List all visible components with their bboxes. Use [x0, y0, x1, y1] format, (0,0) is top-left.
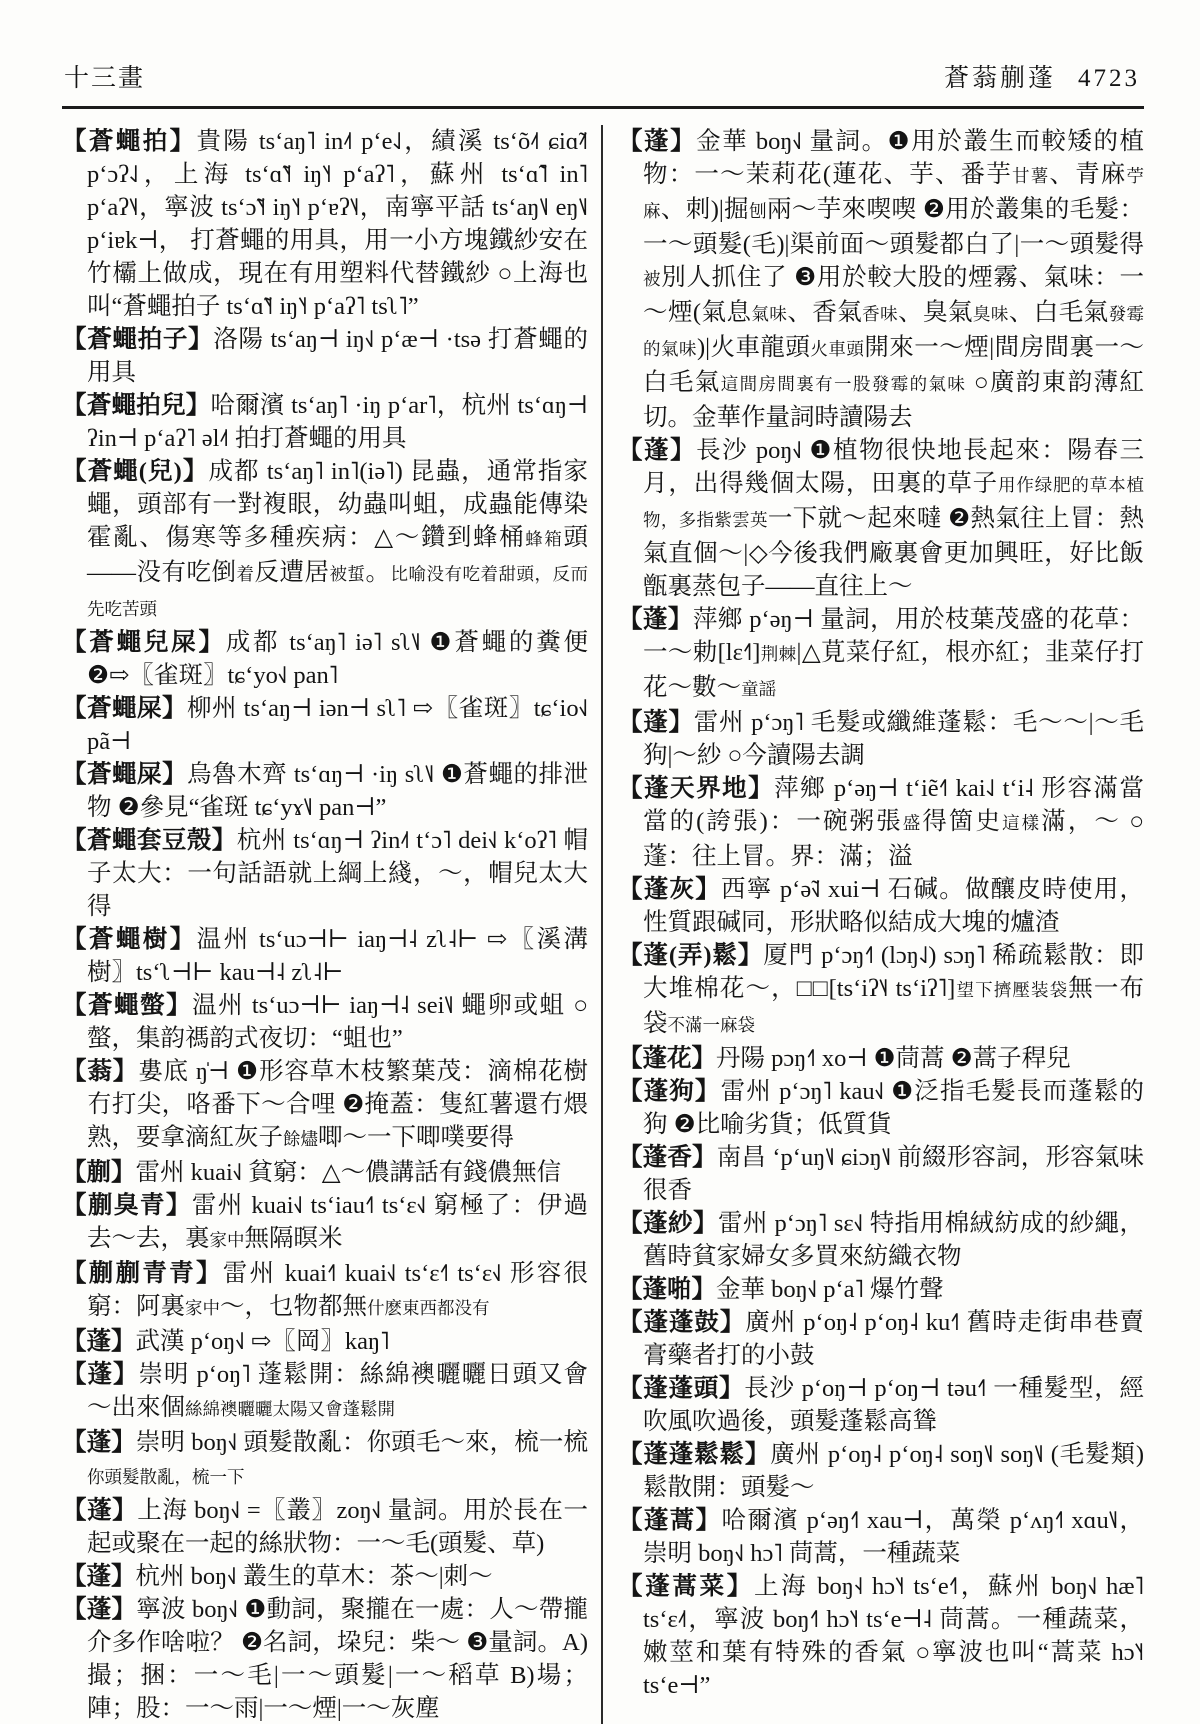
- entry-headword: 【蒼蠅拍子】: [62, 326, 214, 353]
- entry-text: 哈爾濱 tsʻaŋ˥ ·iŋ pʻar˥，杭州 tsʻɑŋ⊣ ʔin⊣ pʻaʔ˥ əl˨˦ 拍打蒼蠅的用具: [87, 392, 589, 452]
- header-rule: [62, 106, 1144, 109]
- gloss-small-text: 臭味: [972, 304, 1009, 324]
- entry-text: 成都 tsʻaŋ˥ in˥(iə˥) 昆蟲，通常指家蠅，頭部有一對複眼，幼蟲叫蛆，成蟲能傳染霍亂、傷寒等多種疾病：△～鑽到蜂桶: [87, 458, 588, 551]
- dictionary-entry: [618, 1075, 1144, 1141]
- entry-text: 頭——没有吃倒: [87, 524, 589, 586]
- entry-headword: 【蓬蓬鼓】: [618, 1309, 746, 1336]
- gloss-small-text: 比喻没有吃着甜頭，反而先吃苦頭: [87, 564, 588, 619]
- gloss-small-text: 望下擠壓装袋: [955, 980, 1069, 1000]
- entry-headword: 【蒯】: [62, 1159, 136, 1186]
- dictionary-entry: [62, 1494, 588, 1560]
- entry-text: 雷州 kuai˧˩ tsʻiau˧˥ tsʻɛ˧˩ 窮極了：伊過去～去，裏: [87, 1192, 589, 1252]
- dictionary-entry: [62, 1156, 588, 1189]
- entry-headword: 【蓬】: [618, 128, 697, 155]
- entry-headword: 【蓬蒿菜】: [618, 1573, 754, 1600]
- gloss-small-text: 這樣: [1002, 813, 1042, 833]
- gloss-small-text: 你頭髮散亂，梳一下: [87, 1467, 245, 1487]
- entry-text: 崇明 boŋ˧˩ 頭髮散亂：你頭毛～來，梳一梳: [135, 1429, 589, 1456]
- dictionary-entry: [62, 1426, 588, 1494]
- entry-headword: 【蓬】: [62, 1361, 139, 1388]
- gloss-small-text: 刨: [749, 201, 767, 221]
- entry-text: 柳州 tsʻaŋ⊣ iən⊣ sʅ˥ ⇨〖雀斑〗tɕʻio˧˩ pã⊣: [87, 695, 588, 755]
- entry-headword: 【蒯蒯青青】: [62, 1260, 223, 1287]
- entry-text: 。: [365, 559, 391, 586]
- dictionary-entry: [62, 455, 588, 626]
- entry-text: 反遭居: [254, 559, 330, 586]
- entry-headword: 【蓬香】: [618, 1144, 717, 1171]
- dictionary-entry: [618, 1438, 1144, 1504]
- dictionary-entry: [62, 1560, 588, 1593]
- entry-headword: 【蒯臭青】: [62, 1192, 192, 1219]
- dictionary-entry: [618, 939, 1144, 1042]
- entry-text: 烏魯木齊 tsʻɑŋ⊣ ·iŋ sʅ˥˩ ❶蒼蠅的排泄物 ❷參見“雀斑 tɕʻyɤ˥˩ pan⊣”: [87, 761, 589, 821]
- entry-text: 武漢 pʻoŋ˧˩ ⇨〖岡〗kaŋ˥: [135, 1328, 390, 1355]
- entry-text: 西寧 pʻə̃˧˩ xui⊣ 石碱。做釀皮時使用，性質跟碱同，形狀略似結成大塊的爐渣: [643, 876, 1145, 936]
- entry-text: 兩～芋來喫喫 ❷用於叢集的毛髮：一～頭髮(毛)|渠前面～頭髮都白了|一～頭髮得: [643, 196, 1145, 258]
- dictionary-entry: [62, 1257, 588, 1325]
- entry-headword: 【蓬天界地】: [618, 775, 775, 802]
- dictionary-entry: [618, 1504, 1144, 1570]
- entry-text: 、臭氣: [898, 299, 973, 326]
- dictionary-entry: [618, 1207, 1144, 1273]
- dictionary-entry: [62, 824, 588, 923]
- entry-text: 廣州 pʻoŋ˨ pʻoŋ˨ ku˧˥ 舊時走街串巷賣膏藥者打的小鼓: [643, 1309, 1144, 1369]
- gloss-small-text: 什麽東西都没有: [367, 1298, 490, 1318]
- left-column: [62, 125, 601, 1724]
- gloss-small-text: 童謡: [741, 679, 776, 699]
- header-headwords: 蒼蓊蒯蓬: [943, 65, 1056, 92]
- dictionary-entry: [618, 706, 1144, 772]
- dictionary-entry: [62, 389, 588, 455]
- entry-text: 滿，～ ○蓬：往上冒。界：滿；溢: [643, 808, 1145, 870]
- entry-headword: 【蓬】: [618, 709, 694, 736]
- entry-text: 唧～一下唧噗要得: [318, 1124, 514, 1151]
- entry-text: 無一布袋: [643, 975, 1144, 1037]
- entry-text: 別人抓住了 ❸用於較大股的煙霧、氣味：一～煙(氣息: [643, 264, 1145, 326]
- dictionary-entry: [618, 1273, 1144, 1306]
- entry-headword: 【蓬】: [618, 437, 697, 464]
- right-column: [603, 125, 1144, 1724]
- gloss-small-text: 家中: [209, 1230, 245, 1250]
- entry-headword: 【蓬(弄)鬆】: [618, 942, 764, 969]
- dictionary-entry: [618, 125, 1144, 434]
- entry-text: 、香氣: [787, 299, 863, 326]
- entry-text: 貴陽 tsʻaŋ˥ in˨˦ pʻe˨˩，績溪 tsʻõ˨˦ ɕiɑ̃˨˦ pʻɔʔ˨˩，上海 tsʻɑ̃˥˧ iŋ˥˧ pʻaʔ˥，蘇州 tsʻɑ̃˥ in˥ pʻaʔ˥˨，寧波 tsʻɔ̃˥˧ iŋ˥˧ pʻɐʔ˥˨，南寧平話 tsʻaŋ˥˩ eŋ˥˩ pʻiɐk⊣， 打蒼蠅的用具，用一小方塊鐵紗安在竹欛上做成，現在有用塑料代替鐵紗 ○上海也叫“蒼蠅拍子 tsʻɑ̃˥˧ iŋ˥˧ pʻaʔ˥ tsʅ˥”: [87, 128, 588, 320]
- gloss-small-text: 盛: [902, 813, 923, 833]
- gloss-small-text: 餘燼: [283, 1129, 318, 1149]
- entry-text: 雷州 pʻɔŋ˥ sɛ˧˩ 特指用棉絨紡成的紗繩，舊時貧家婦女多買來紡織衣物: [643, 1210, 1145, 1270]
- entry-text: 開來一～煙|間房間裏一～白毛氣: [643, 334, 1144, 396]
- entry-headword: 【蓬】: [62, 1497, 138, 1524]
- entry-headword: 【蓬蒿】: [618, 1507, 722, 1534]
- gloss-small-text: 苧麻: [643, 166, 1144, 221]
- gloss-small-text: 用作绿肥的草本植物，多指紫雲英: [643, 475, 1144, 530]
- two-column-body: [62, 125, 1144, 1724]
- entry-headword: 【蒼蠅兒屎】: [62, 629, 226, 656]
- section-title: 十三畫: [64, 65, 146, 92]
- dictionary-entry: [618, 873, 1144, 939]
- dictionary-entry: [618, 1141, 1144, 1207]
- entry-text: ～，乜物都無: [220, 1293, 367, 1320]
- entry-text: ○廣韵東韵薄紅切。金華作量詞時讀陽去: [643, 369, 1144, 431]
- entry-headword: 【蒼蠅拍】: [62, 128, 197, 155]
- entry-text: 洛陽 tsʻaŋ⊣ iŋ˧˩ pʻæ⊣ ·tsə 打蒼蠅的用具: [87, 326, 588, 386]
- dictionary-entry: [62, 323, 588, 389]
- entry-text: 長沙 pʻoŋ⊣ pʻoŋ⊣ təu˧˥ 一種髮型，經吹風吹過後，頭髮蓬鬆高聳: [643, 1375, 1144, 1435]
- dictionary-entry: [62, 692, 588, 758]
- entry-text: 哈爾濱 pʻəŋ˧˥ xau⊣，萬榮 pʻʌŋ˧˥ xɑu˥˩，崇明 boŋ˧˩ hɔ˥ 茼蒿，一種蔬菜: [643, 1507, 1144, 1567]
- entry-text: 寧波 boŋ˧˩ ❶動詞，聚攏在一處：人～帶攏介多作啥啦？ ❷名詞，垜兒：柴～ ❸量詞。A)撮；捆：一～毛|一～頭髮|一～稻草 B)場；陣；股：一～雨|一～煙|一～灰塵: [87, 1596, 588, 1722]
- dictionary-entry: [618, 1042, 1144, 1075]
- entry-text: 得箇史: [922, 808, 1003, 835]
- entry-text: 雷州 kuai˧˥ kuai˧˩ tsʻɛ˧˥ tsʻɛ˧˩ 形容很窮：阿裏: [87, 1260, 588, 1320]
- entry-text: 金華 boŋ˧˩ 量詞。❶用於叢生而較矮的植物：一～茉莉花(蓮花、芋、番芋: [643, 128, 1144, 188]
- entry-headword: 【蓬啪】: [618, 1276, 716, 1303]
- dictionary-entry: [62, 923, 588, 989]
- entry-headword: 【蓬蓬鬆鬆】: [618, 1441, 771, 1468]
- dictionary-entry: [618, 1570, 1144, 1702]
- entry-headword: 【蒼蠅拍兒】: [62, 392, 211, 419]
- dictionary-entry: [62, 125, 588, 323]
- dictionary-entry: [62, 1358, 588, 1426]
- gloss-small-text: 被: [643, 269, 662, 289]
- entry-headword: 【蒼蠅樹】: [62, 926, 197, 953]
- entry-headword: 【蓬蓬頭】: [618, 1375, 745, 1402]
- gloss-small-text: 家中: [185, 1298, 220, 1318]
- entry-headword: 【蓬】: [62, 1328, 136, 1355]
- entry-headword: 【蒼蠅屎】: [62, 695, 188, 722]
- entry-text: 上海 boŋ˧˩ =〖叢〗zoŋ˧˩ 量詞。用於長在一起或聚在一起的絲狀物：一～毛(頭髮、草): [87, 1497, 589, 1557]
- entry-text: 萍鄉 pʻəŋ⊣ 量詞，用於枝葉茂盛的花草：一～勅[lɛ˧˥]: [643, 606, 1145, 666]
- gloss-small-text: 甘薯: [1012, 166, 1050, 186]
- entry-text: 無隔暝米: [244, 1225, 343, 1252]
- page-number: 4723: [1078, 65, 1140, 92]
- entry-headword: 【蓬花】: [618, 1045, 716, 1072]
- header-right: [944, 58, 1140, 94]
- entry-headword: 【蓬】: [62, 1429, 136, 1456]
- entry-headword: 【蓬】: [62, 1563, 136, 1590]
- entry-headword: 【蓊】: [62, 1058, 139, 1085]
- entry-headword: 【蓬】: [62, 1596, 137, 1623]
- dictionary-entry: [618, 772, 1144, 873]
- entry-text: 温州 tsʻuɔ⊣⊢ iaŋ⊣˨ zʅ˨⊢ ⇨〖溪溝樹〗tsʻʅ⊣⊢ kau⊣˨ zʅ˨⊢: [87, 926, 589, 986]
- entry-headword: 【蒼蠅螫】: [62, 992, 193, 1019]
- entry-headword: 【蒼蠅(兒)】: [62, 458, 209, 485]
- gloss-small-text: 絲綿襖曬曬太陽又會蓬鬆開: [185, 1399, 395, 1419]
- entry-text: 、白毛氣: [1008, 299, 1109, 326]
- entry-headword: 【蒼蠅套豆殼】: [62, 827, 237, 854]
- dictionary-entry: [618, 434, 1144, 603]
- entry-text: 萍鄉 pʻəŋ⊣ tʻiẽ˧˥ kai˨˩ tʻi˨ 形容滿當當的(誇張)：一碗粥張: [643, 775, 1144, 835]
- entry-text: 一下就～起來噠 ❷熱氣往上冒：熱氣直個～|◇今後我們廠裏會更加興旺，好比飯甑裏蒸包子——直往上～: [643, 505, 1144, 600]
- gloss-small-text: 香味: [862, 304, 899, 324]
- dictionary-entry: [62, 1593, 588, 1724]
- gloss-small-text: 發霉的氣味: [643, 304, 1145, 359]
- entry-text: 南昌 ʻpʻuŋ˥˩ ɕiɔŋ˥˩ 前綴形容詞，形容氣味很香: [643, 1144, 1145, 1204]
- entry-headword: 【蒼蠅屎】: [62, 761, 188, 788]
- gloss-small-text: 荆棘: [760, 644, 797, 664]
- gloss-small-text: 着: [236, 564, 255, 584]
- entry-text: 雷州 pʻɔŋ˥ kau˧˩ ❶泛指毛髮長而蓬鬆的狗 ❷比喻劣貨；低質貨: [643, 1078, 1145, 1138]
- entry-text: 上海 boŋ˧˨ hɔ˥˧ tsʻe˧˥，蘇州 boŋ˧˩ hæ˥ tsʻɛ˨˦，寧波 boŋ˧˥ hɔ˥˧ tsʻe⊣˨ 茼蒿。一種蔬菜，嫩莖和葉有特殊的香氣 ○寧波也叫“蒿菜 hɔ˥˧ tsʻe⊣”: [643, 1573, 1144, 1699]
- entry-text: 杭州 tsʻɑŋ⊣ ʔin˨˦ tʻɔ˥ dei˧˩ kʻoʔ˥ 帽子太大：一句話語就上綱上綫，～，帽兒太大得: [87, 827, 589, 920]
- entry-text: 杭州 boŋ˧˩ 叢生的草木：茶～|刺～: [135, 1563, 493, 1590]
- entry-text: 、青麻: [1049, 161, 1127, 188]
- entry-text: 長沙 poŋ˧˩ ❶植物很快地長起來：陽春三月，出得幾個太陽，田裏的草子: [643, 437, 1144, 497]
- dictionary-entry: [618, 1372, 1144, 1438]
- entry-headword: 【蓬紗】: [618, 1210, 718, 1237]
- entry-text: 金華 boŋ˧˩ pʻa˥ 爆竹聲: [716, 1276, 944, 1303]
- gloss-small-text: 氣味: [751, 304, 788, 324]
- entry-text: |△莧菜仔紅，根亦紅；韭菜仔打花～數～: [643, 639, 1145, 701]
- entry-text: 婁底 ŋ̍⊣ ❶形容草木枝繁葉茂：滴棉花樹冇打尖，咯番下～合哩 ❷掩蓋：隻紅薯還冇煨熟，要拿滴紅灰子: [87, 1058, 588, 1151]
- entry-headword: 【蓬】: [618, 606, 693, 633]
- dictionary-entry: [62, 758, 588, 824]
- dictionary-entry: [62, 1055, 588, 1156]
- page-header: [62, 58, 1144, 106]
- entry-text: 雷州 pʻɔŋ˥ 毛髮或纖維蓬鬆：毛～～|～毛狗|～紗 ○今讀陽去調: [643, 709, 1145, 769]
- gloss-small-text: 這間房間裏有一股發霉的氣味: [720, 374, 967, 394]
- entry-text: 、刺)|掘: [660, 196, 750, 223]
- entry-text: 温州 tsʻuɔ⊣⊢ iaŋ⊣˨ sei˥˩ 蠅卵或蛆 ○螫，集韵禡韵式夜切：“蛆也”: [87, 992, 588, 1052]
- dictionary-entry: [62, 989, 588, 1055]
- gloss-small-text: 被蜇: [329, 564, 366, 584]
- entry-text: )|火車龍頭: [696, 334, 811, 361]
- entry-text: 厦門 pʻɔŋ˧˥ (lɔŋ˨˩) sɔŋ˥ 稀疏鬆散：即大堆棉花～，□□[tsʻiʔ˥˨ tsʻiʔ˥]: [643, 942, 1144, 1002]
- entry-headword: 【蓬狗】: [618, 1078, 721, 1105]
- dictionary-entry: [62, 1189, 588, 1257]
- gloss-small-text: 蜂箱: [525, 529, 564, 549]
- entry-text: 崇明 pʻoŋ˥ 蓬鬆開：絲綿襖曬曬日頭又會～出來個: [87, 1361, 588, 1421]
- dictionary-entry: [618, 1306, 1144, 1372]
- entry-text: 廣州 pʻoŋ˨ pʻoŋ˨ soŋ˥˩ soŋ˥˩ (毛髮類)鬆散開：頭髮～: [643, 1441, 1144, 1501]
- entry-text: 雷州 kuai˧˩ 貧窮：△～儂講話有錢儂無信: [135, 1159, 562, 1186]
- dictionary-entry: [62, 1325, 588, 1358]
- dictionary-entry: [62, 626, 588, 692]
- entry-text: 丹陽 pɔŋ˧˥ xo⊣ ❶茼蒿 ❷蒿子稈兒: [716, 1045, 1071, 1072]
- gloss-small-text: 火車頭: [810, 339, 865, 359]
- entry-headword: 【蓬灰】: [618, 876, 722, 903]
- dictionary-entry: [618, 603, 1144, 706]
- gloss-small-text: 不滿一麻袋: [667, 1015, 755, 1035]
- entry-text: 成都 tsʻaŋ˥ iə˥ sʅ˥˩ ❶蒼蠅的糞便 ❷⇨〖雀斑〗tɕʻyo˧˩ pan˥: [87, 629, 588, 689]
